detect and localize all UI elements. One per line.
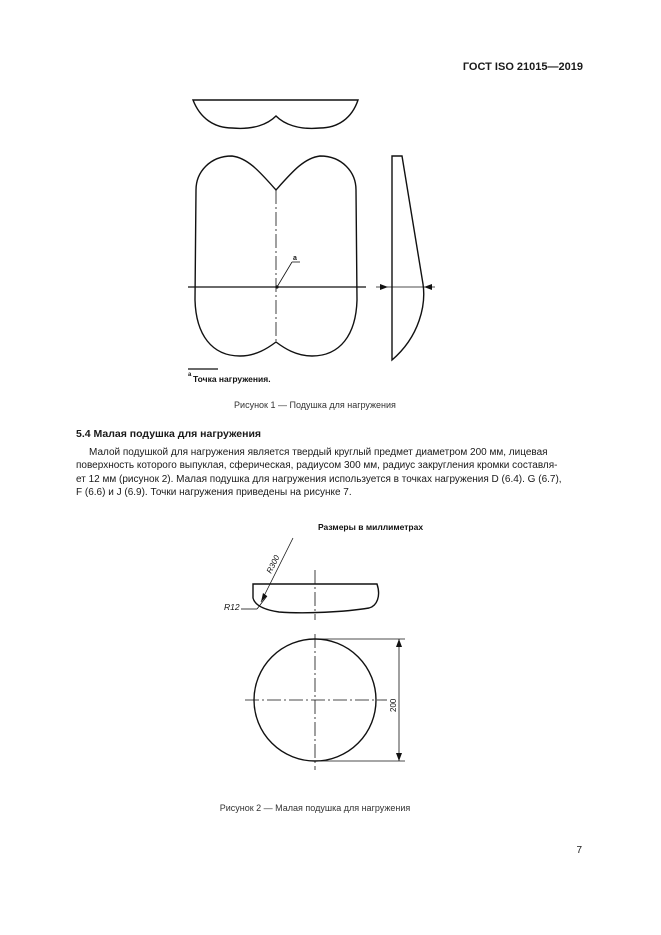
page-number: 7: [576, 845, 582, 856]
label-r300: R300: [264, 553, 282, 575]
section-heading: 5.4 Малая подушка для нагружения: [76, 428, 262, 440]
paragraph-line: Малой подушкой для нагружения является твердый круглый предмет диаметром 200 мм, лицевая: [89, 447, 548, 458]
standard-code: ГОСТ ISO 21015—2019: [462, 61, 583, 73]
pad-side-profile: [392, 156, 424, 360]
label-r12: R12: [224, 602, 240, 612]
dimensions-note: Размеры в миллиметрах: [318, 522, 424, 532]
footnote-superscript: a: [188, 372, 192, 378]
label-200: 200: [389, 698, 398, 712]
pad-top-profile: [193, 100, 358, 128]
body-paragraph: [76, 446, 582, 500]
figure-2-drawing: [205, 520, 445, 770]
figure-1-footnote: Точка нагружения.: [193, 374, 271, 384]
paragraph-line: поверхность которого выпуклая, сферическая, радиусом 300 мм, радиус закругления кромки составля-: [76, 460, 558, 472]
figure-1-caption: Рисунок 1 — Подушка для нагружения: [234, 400, 396, 410]
paragraph-line: ет 12 мм (рисунок 2). Малая подушка для нагружения используется в точках нагружения D (6.4). G (6.7),: [76, 473, 562, 485]
label-a: a: [293, 255, 297, 262]
figure-2-caption: Рисунок 2 — Малая подушка для нагружения: [219, 803, 411, 813]
figure-1-drawing: [180, 90, 450, 390]
small-pad-profile: [253, 584, 379, 613]
paragraph-line: F (6.6) и J (6.9). Точки нагружения приведены на рисунке 7.: [76, 487, 352, 499]
